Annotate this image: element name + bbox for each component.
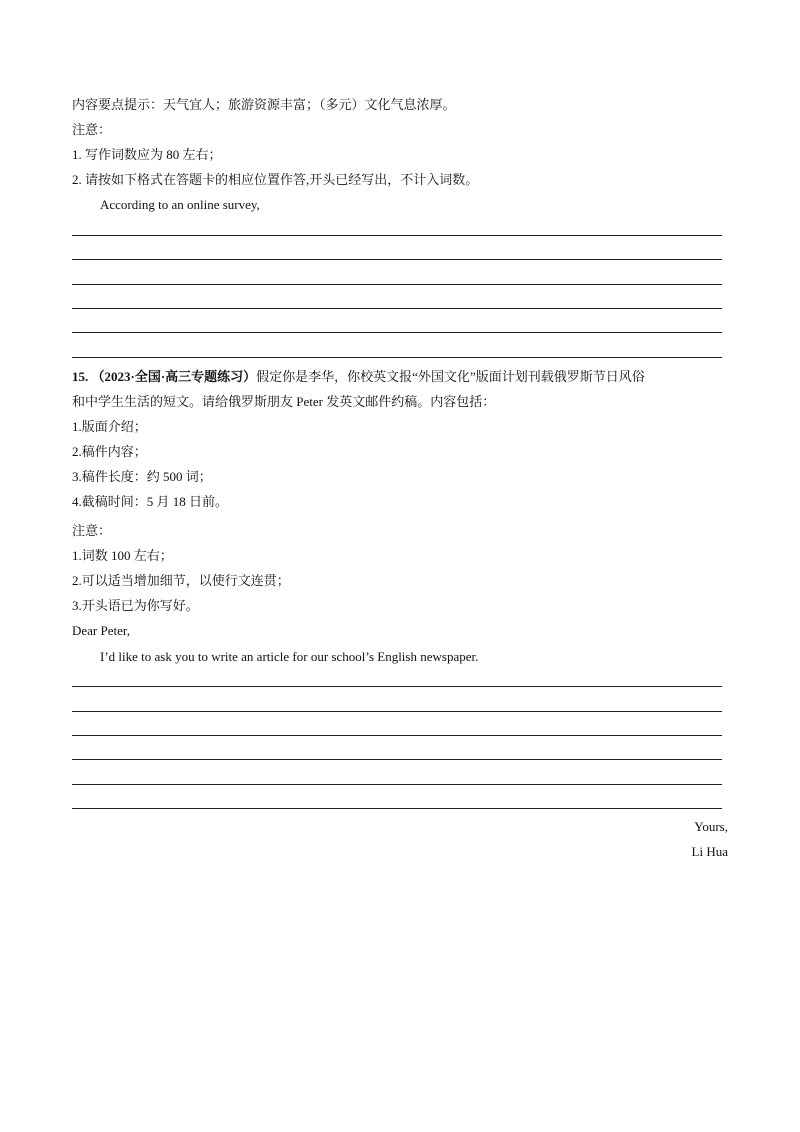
answer-line: [72, 735, 722, 736]
letter-opening: I’d like to ask you to write an article for our school’s English newspaper.: [100, 649, 479, 664]
question-source: （2023·全国·高三专题练习）: [91, 369, 257, 384]
answer-line: [72, 259, 722, 260]
answer-line: [72, 235, 722, 236]
answer-line: [72, 711, 722, 712]
answer-line: [72, 357, 722, 358]
content-item-2: 2.稿件内容；: [72, 444, 147, 459]
note-word-count: 1.词数 100 左右；: [72, 548, 173, 563]
letter-closing: Yours,: [694, 819, 728, 834]
content-item-4: 4.截稿时间：5 月 18 日前。: [72, 494, 229, 509]
notes-title: 注意：: [72, 523, 112, 538]
letter-salutation: Dear Peter,: [72, 623, 130, 638]
letter-signature: Li Hua: [691, 844, 728, 859]
note-format: 2. 请按如下格式在答题卡的相应位置作答,开头已经写出，不计入词数。: [72, 172, 479, 187]
answer-line: [72, 308, 722, 309]
essay-opening: According to an online survey,: [100, 197, 260, 212]
question-prompt-text: 假定你是李华，你校英文报“外国文化”版面计划刊载俄罗斯节日风俗: [256, 369, 645, 384]
content-hints: 内容要点提示：天气宜人；旅游资源丰富；（多元）文化气息浓厚。: [72, 97, 456, 112]
note-opening: 3.开头语已为你写好。: [72, 598, 199, 613]
content-item-3: 3.稿件长度：约 500 词；: [72, 469, 212, 484]
answer-line: [72, 686, 722, 687]
content-item-1: 1.版面介绍；: [72, 419, 147, 434]
question-prompt-line2: 和中学生生活的短文。请给俄罗斯朋友 Peter 发英文邮件约稿。内容包括：: [72, 394, 496, 409]
note-word-count: 1. 写作词数应为 80 左右；: [72, 147, 222, 162]
answer-line: [72, 759, 722, 760]
question-prompt-line1: [72, 368, 645, 386]
question-number: 15.: [72, 369, 89, 384]
answer-line: [72, 332, 722, 333]
answer-line: [72, 808, 722, 809]
note-details: 2.可以适当增加细节，以使行文连贯；: [72, 573, 290, 588]
notes-title: 注意：: [72, 122, 112, 137]
answer-line: [72, 284, 722, 285]
answer-line: [72, 784, 722, 785]
